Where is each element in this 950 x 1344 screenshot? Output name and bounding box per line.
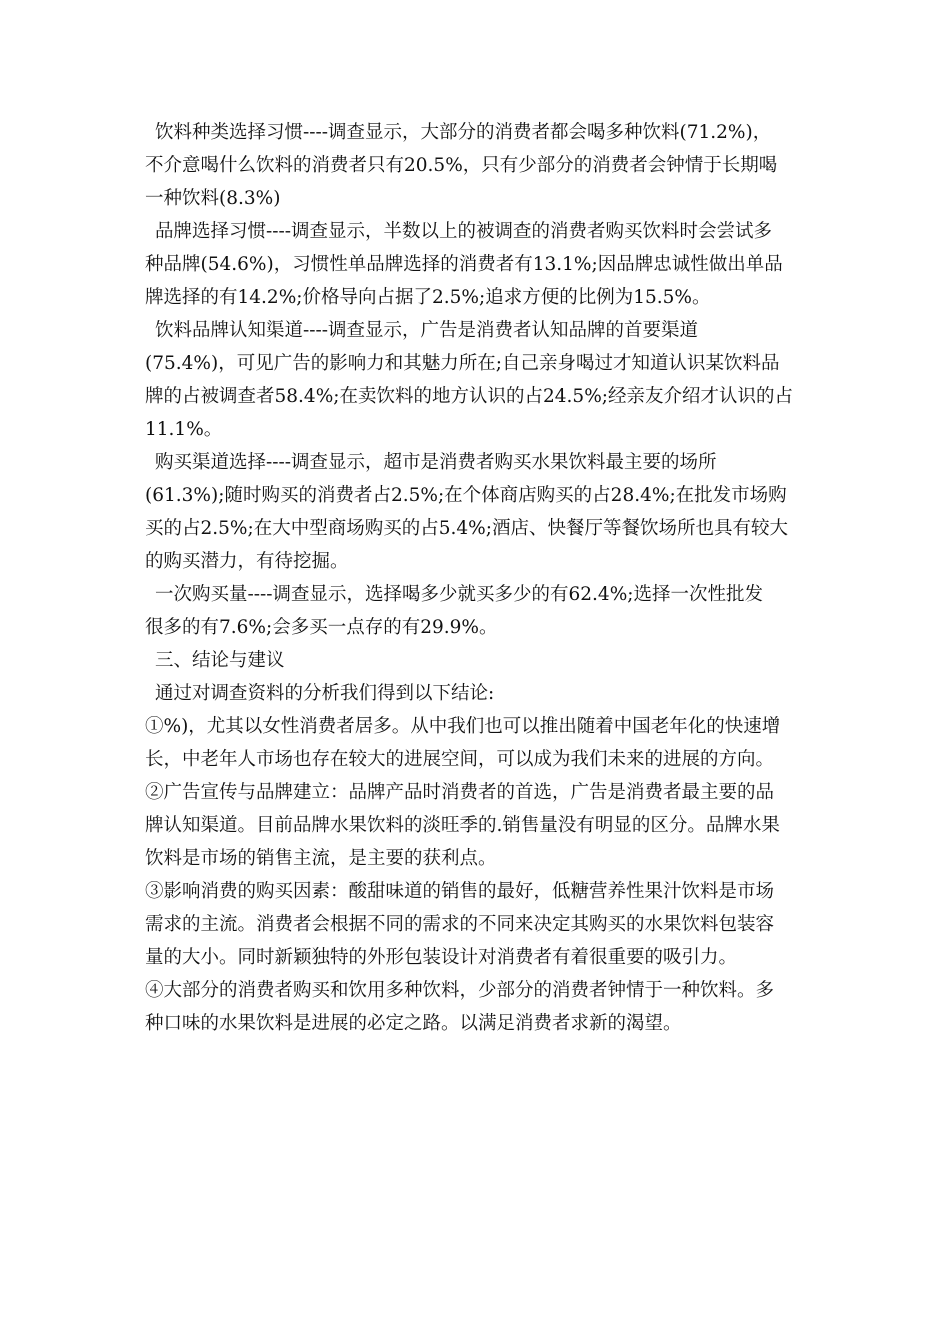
text-line: 三、结论与建议 xyxy=(155,650,285,671)
text-line: 牌认知渠道。目前品牌水果饮料的淡旺季的.销售量没有明显的区分。品牌水果 xyxy=(145,815,780,836)
text-line: 饮料种类选择习惯----调查显示，大部分的消费者都会喝多种饮料(71.2%)， xyxy=(155,122,772,143)
paragraph-p7 xyxy=(145,677,813,710)
document-body xyxy=(145,116,813,1040)
paragraph-p9 xyxy=(145,776,813,875)
text-line: 量的大小。同时新颖独特的外形包装设计对消费者有着很重要的吸引力。 xyxy=(145,947,738,968)
text-line: 购买渠道选择----调查显示，超市是消费者购买水果饮料最主要的场所 xyxy=(155,452,717,473)
paragraph-p6 xyxy=(145,644,813,677)
paragraph-p1 xyxy=(145,116,813,215)
text-line: 买的占2.5%;在大中型商场购买的占5.4%;酒店、快餐厅等餐饮场所也具有较大 xyxy=(145,518,788,539)
text-line: 饮料品牌认知渠道----调查显示，广告是消费者认知品牌的首要渠道 xyxy=(155,320,699,341)
paragraph-p5 xyxy=(145,578,813,644)
text-line: 种品牌(54.6%)，习惯性单品牌选择的消费者有13.1%;因品牌忠诚性做出单品 xyxy=(145,254,783,275)
paragraph-p8 xyxy=(145,710,813,776)
text-line: 饮料是市场的销售主流，是主要的获利点。 xyxy=(145,848,497,869)
text-line: ④大部分的消费者购买和饮用多种饮料，少部分的消费者钟情于一种饮料。多 xyxy=(145,980,775,1001)
text-line: 通过对调查资料的分析我们得到以下结论: xyxy=(155,683,495,704)
paragraph-p10 xyxy=(145,875,813,974)
text-line: 牌选择的有14.2%;价格导向占据了2.5%;追求方便的比例为15.5%。 xyxy=(145,287,711,308)
paragraph-p3 xyxy=(145,314,813,446)
text-line: 种口味的水果饮料是进展的必定之路。以满足消费者求新的渴望。 xyxy=(145,1013,682,1034)
text-line: 一种饮料(8.3%) xyxy=(145,188,281,209)
text-line: (61.3%);随时购买的消费者占2.5%;在个体商店购买的占28.4%;在批发市场购 xyxy=(145,485,787,506)
paragraph-p4 xyxy=(145,446,813,578)
text-line: 需求的主流。消费者会根据不同的需求的不同来决定其购买的水果饮料包装容 xyxy=(145,914,775,935)
text-line: 品牌选择习惯----调查显示，半数以上的被调查的消费者购买饮料时会尝试多 xyxy=(155,221,773,242)
text-line: 11.1%。 xyxy=(145,419,223,440)
text-line: 不介意喝什么饮料的消费者只有20.5%，只有少部分的消费者会钟情于长期喝 xyxy=(145,155,778,176)
text-line: ③影响消费的购买因素：酸甜味道的销售的最好，低糖营养性果汁饮料是市场 xyxy=(145,881,775,902)
paragraph-p11 xyxy=(145,974,813,1040)
text-line: 很多的有7.6%;会多买一点存的有29.9%。 xyxy=(145,617,498,638)
text-line: (75.4%)，可见广告的影响力和其魅力所在;自己亲身喝过才知道认识某饮料品 xyxy=(145,353,780,374)
text-line: 的购买潜力，有待挖掘。 xyxy=(145,551,349,572)
text-line: ①%)，尤其以女性消费者居多。从中我们也可以推出随着中国老年化的快速增 xyxy=(145,716,781,737)
paragraph-p2 xyxy=(145,215,813,314)
text-line: 长，中老年人市场也存在较大的进展空间，可以成为我们未来的进展的方向。 xyxy=(145,749,775,770)
text-line: ②广告宣传与品牌建立：品牌产品时消费者的首选，广告是消费者最主要的品 xyxy=(145,782,775,803)
text-line: 一次购买量----调查显示，选择喝多少就买多少的有62.4%;选择一次性批发 xyxy=(155,584,764,605)
text-line: 牌的占被调查者58.4%;在卖饮料的地方认识的占24.5%;经亲友介绍才认识的占 xyxy=(145,386,794,407)
